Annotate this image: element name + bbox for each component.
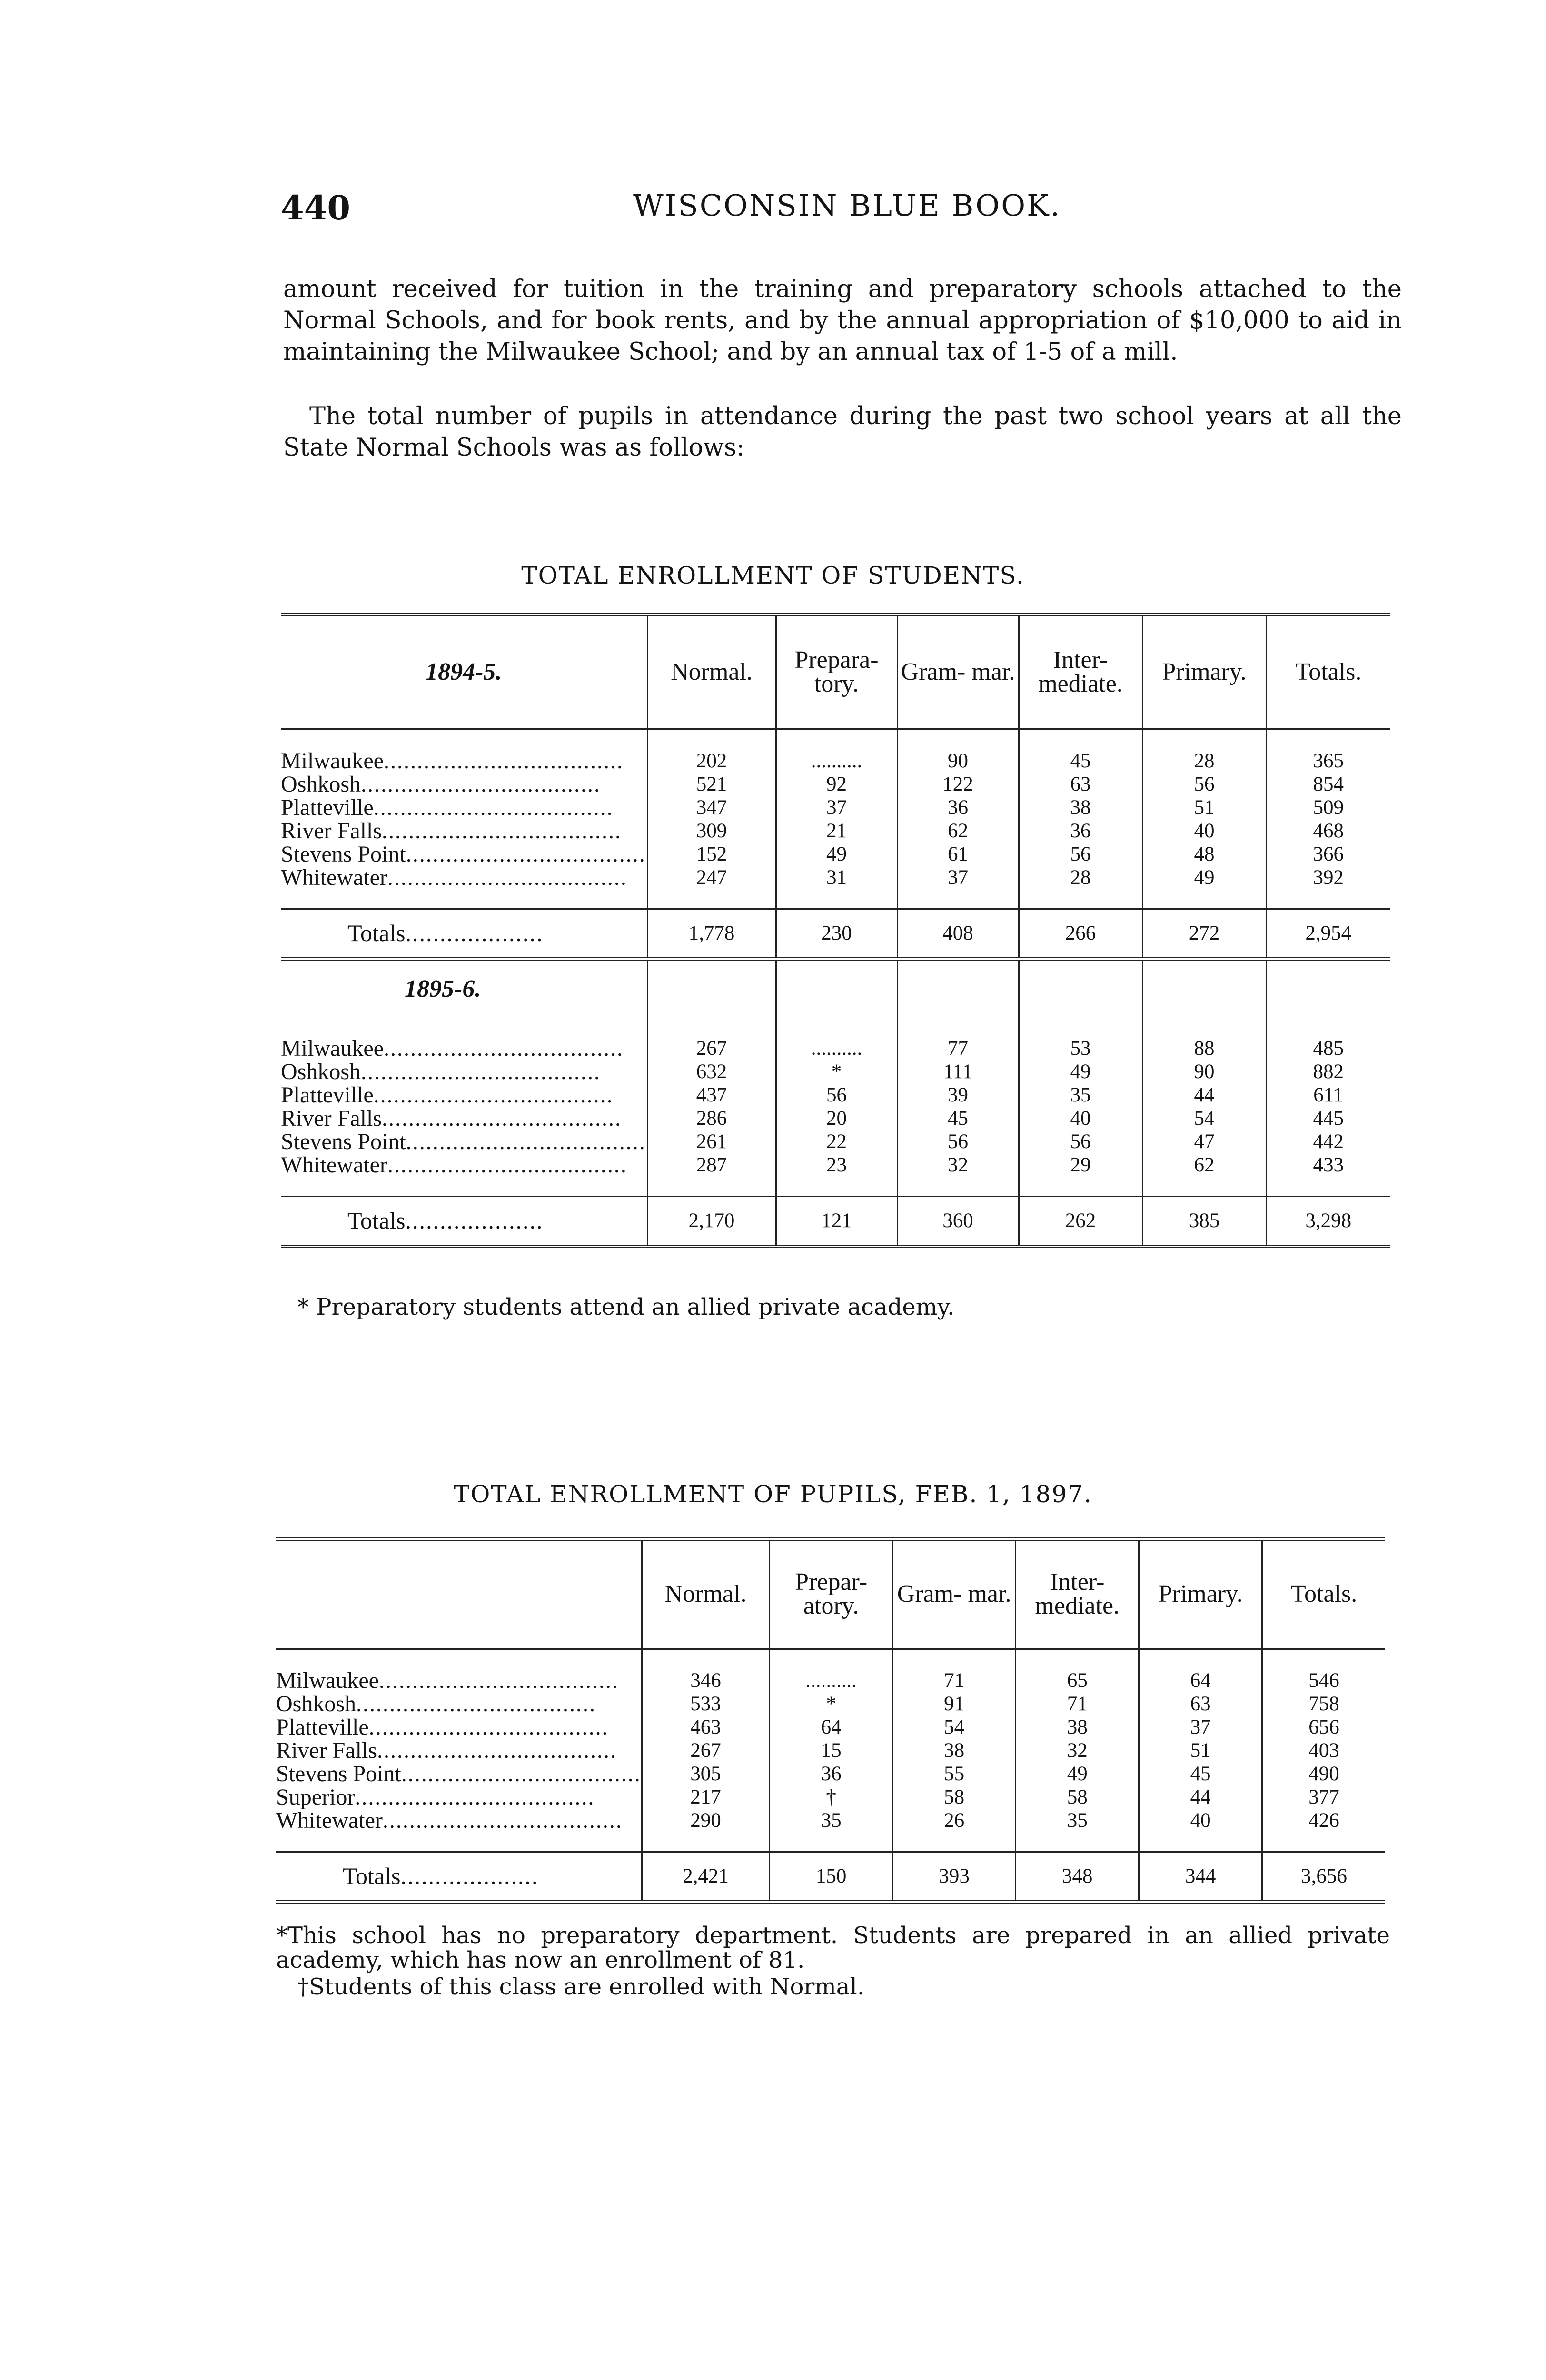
value-cell: 38 [892, 1739, 1015, 1762]
value-cell: 36 [1019, 819, 1142, 843]
value-cell: 490 [1262, 1762, 1385, 1785]
blank-cell [892, 1832, 1015, 1852]
value-cell: 267 [647, 1037, 776, 1060]
value-cell: 445 [1266, 1107, 1390, 1130]
totals-row [281, 1196, 1390, 1246]
value-cell: 28 [1142, 749, 1266, 773]
value-cell: 28 [1019, 866, 1142, 889]
blank-cell [1142, 959, 1266, 1018]
school-name: Platteville [276, 1715, 369, 1739]
value-cell: 247 [647, 866, 776, 889]
value-cell: 35 [1019, 1083, 1142, 1107]
table-row [281, 773, 1390, 796]
blank-cell [1019, 889, 1142, 909]
table1-col-grammar: Gram- mar. [897, 615, 1019, 729]
table1-col-preparatory: Prepara- tory. [776, 615, 897, 729]
table-row [281, 1083, 1390, 1107]
school-name: Stevens Point [281, 1130, 406, 1153]
totals-label: Totals [343, 1863, 401, 1889]
table2-col-totals: Totals. [1262, 1539, 1385, 1649]
value-cell: 22 [776, 1130, 897, 1153]
school-name: River Falls [281, 819, 382, 843]
value-cell: 882 [1266, 1060, 1390, 1083]
blank-cell [1139, 1832, 1262, 1852]
blank-cell [1139, 1649, 1262, 1669]
value-cell: 468 [1266, 819, 1390, 843]
running-head [281, 188, 1399, 231]
spacer-row [276, 1649, 1385, 1669]
value-cell: 15 [770, 1739, 893, 1762]
table-row [276, 1739, 1385, 1762]
table1-col-intermediate: Inter- mediate. [1019, 615, 1142, 729]
table2-col-grammar: Gram- mar. [892, 1539, 1015, 1649]
value-cell: 49 [1019, 1060, 1142, 1083]
value-cell: 63 [1019, 773, 1142, 796]
spacer-row [281, 889, 1390, 909]
school-name-cell: Milwaukee.................................... [281, 749, 624, 773]
value-cell: .......... [770, 1669, 893, 1692]
value-cell: 290 [642, 1809, 770, 1832]
total-cell: 360 [897, 1196, 1019, 1246]
total-cell: 348 [1016, 1852, 1139, 1902]
school-name: Oshkosh [281, 772, 361, 796]
total-cell: 2,421 [642, 1852, 770, 1902]
value-cell: 49 [1142, 866, 1266, 889]
total-cell: 3,656 [1262, 1852, 1385, 1902]
blank-cell [276, 1649, 642, 1669]
school-name-cell: Platteville.................................... [276, 1715, 609, 1739]
blank-cell [1262, 1832, 1385, 1852]
table2-stub-header [276, 1539, 642, 1649]
school-name-cell: Stevens Point.................................... [276, 1762, 641, 1785]
value-cell: 48 [1142, 843, 1266, 866]
table-row [281, 1130, 1390, 1153]
table1-header-row [281, 615, 1390, 729]
total-cell: 150 [770, 1852, 893, 1902]
value-cell: 51 [1139, 1739, 1262, 1762]
table-row [281, 866, 1390, 889]
value-cell: 56 [776, 1083, 897, 1107]
value-cell: 463 [642, 1716, 770, 1739]
spacer-row [281, 1018, 1390, 1037]
value-cell: † [770, 1785, 893, 1809]
table-row [281, 1107, 1390, 1130]
school-name-cell: Oshkosh.................................... [281, 1060, 601, 1083]
totals-label: Totals [347, 1207, 406, 1234]
value-cell: 442 [1266, 1130, 1390, 1153]
school-name-cell: Milwaukee.................................... [276, 1668, 619, 1692]
value-cell: 45 [1019, 749, 1142, 773]
blank-cell [776, 959, 897, 1018]
value-cell: 38 [1019, 796, 1142, 819]
value-cell: .......... [776, 1037, 897, 1060]
value-cell: 58 [892, 1785, 1015, 1809]
school-name-cell: Stevens Point.................................... [281, 842, 646, 866]
table2-col-preparatory: Prepar- atory. [770, 1539, 893, 1649]
table2-col-intermediate: Inter- mediate. [1016, 1539, 1139, 1649]
value-cell: 521 [647, 773, 776, 796]
value-cell: 23 [776, 1153, 897, 1177]
spacer-row [281, 729, 1390, 749]
value-cell: 267 [642, 1739, 770, 1762]
book-title: WISCONSIN BLUE BOOK. [633, 188, 1061, 223]
table2-col-normal: Normal. [642, 1539, 770, 1649]
table1-year-1894: 1894-5. [426, 658, 502, 686]
spacer-row [281, 1177, 1390, 1197]
total-cell: 385 [1142, 1196, 1266, 1246]
school-name: Oshkosh [276, 1692, 357, 1716]
school-name: Milwaukee [276, 1668, 379, 1692]
blank-cell [647, 889, 776, 909]
value-cell: .......... [776, 749, 897, 773]
value-cell: 287 [647, 1153, 776, 1177]
school-name-cell: River Falls.................................... [276, 1738, 617, 1762]
value-cell: 49 [776, 843, 897, 866]
school-name: Stevens Point [281, 842, 406, 866]
value-cell: 91 [892, 1692, 1015, 1716]
spacer-row [276, 1832, 1385, 1852]
table2-title: TOTAL ENROLLMENT OF PUPILS, FEB. 1, 1897. [454, 1480, 1092, 1508]
table-row [281, 749, 1390, 773]
value-cell: 56 [1019, 843, 1142, 866]
school-name-cell: Superior.................................... [276, 1785, 595, 1809]
value-cell: 71 [892, 1669, 1015, 1692]
value-cell: 392 [1266, 866, 1390, 889]
value-cell: 656 [1262, 1716, 1385, 1739]
blank-cell [1266, 1177, 1390, 1197]
value-cell: 53 [1019, 1037, 1142, 1060]
total-cell: 2,170 [647, 1196, 776, 1246]
blank-cell [1266, 889, 1390, 909]
totals-label: Totals [347, 920, 406, 946]
blank-cell [770, 1649, 893, 1669]
blank-cell [776, 889, 897, 909]
value-cell: 26 [892, 1809, 1015, 1832]
blank-cell [1016, 1832, 1139, 1852]
value-cell: 44 [1139, 1785, 1262, 1809]
table1-year-header [281, 615, 647, 729]
value-cell: 346 [642, 1669, 770, 1692]
total-cell: 121 [776, 1196, 897, 1246]
blank-cell [1266, 959, 1390, 1018]
enrollment-table-1897 [276, 1537, 1385, 1904]
value-cell: 32 [897, 1153, 1019, 1177]
value-cell: 40 [1142, 819, 1266, 843]
table2-col-primary: Primary. [1139, 1539, 1262, 1649]
value-cell: 35 [770, 1809, 893, 1832]
value-cell: 29 [1019, 1153, 1142, 1177]
school-name-cell: Platteville.................................... [281, 1083, 614, 1107]
value-cell: 58 [1016, 1785, 1139, 1809]
blank-cell [647, 1177, 776, 1197]
value-cell: 366 [1266, 843, 1390, 866]
value-cell: 88 [1142, 1037, 1266, 1060]
blank-cell [897, 729, 1019, 749]
value-cell: 533 [642, 1692, 770, 1716]
value-cell: 433 [1266, 1153, 1390, 1177]
value-cell: * [770, 1692, 893, 1716]
table1-year-row-1895 [281, 959, 1390, 1018]
value-cell: 40 [1019, 1107, 1142, 1130]
blank-cell [647, 959, 776, 1018]
blank-cell [1266, 1018, 1390, 1037]
value-cell: 64 [770, 1716, 893, 1739]
school-name-cell: Milwaukee.................................... [281, 1036, 624, 1060]
total-cell: 230 [776, 909, 897, 959]
value-cell: 509 [1266, 796, 1390, 819]
value-cell: 40 [1139, 1809, 1262, 1832]
school-name: Stevens Point [276, 1762, 401, 1785]
blank-cell [897, 1177, 1019, 1197]
value-cell: 63 [1139, 1692, 1262, 1716]
total-cell: 344 [1139, 1852, 1262, 1902]
blank-cell [892, 1649, 1015, 1669]
value-cell: 377 [1262, 1785, 1385, 1809]
school-name-cell: Platteville.................................... [281, 795, 614, 819]
table-row [276, 1785, 1385, 1809]
school-name-cell: Whitewater.................................... [276, 1808, 623, 1832]
total-cell: 408 [897, 909, 1019, 959]
school-name: Oshkosh [281, 1060, 361, 1083]
school-name-cell: Whitewater.................................... [281, 865, 627, 889]
blank-cell [1262, 1649, 1385, 1669]
total-cell: 272 [1142, 909, 1266, 959]
blank-cell [1142, 729, 1266, 749]
value-cell: 854 [1266, 773, 1390, 796]
value-cell: 152 [647, 843, 776, 866]
blank-cell [776, 729, 897, 749]
blank-cell [1019, 959, 1142, 1018]
school-name-cell: Oshkosh.................................... [281, 772, 601, 796]
school-name-cell: River Falls.................................... [281, 1106, 622, 1130]
paragraph-1-text: amount received for tuition in the training and preparatory schools attached to the Normal Schools, and for book rents, and by the annual appropriation of $10,000 to aid in maintaining the Milwaukee School; and by an annual tax of 1-5 of a mill. [283, 275, 1402, 366]
total-cell: 266 [1019, 909, 1142, 959]
total-cell: 2,954 [1266, 909, 1390, 959]
value-cell: 61 [897, 843, 1019, 866]
value-cell: 54 [892, 1716, 1015, 1739]
school-name: Superior [276, 1785, 355, 1809]
value-cell: 36 [770, 1762, 893, 1785]
school-name-cell: Whitewater.................................... [281, 1153, 627, 1177]
blank-cell [1019, 1018, 1142, 1037]
blank-cell [1019, 1177, 1142, 1197]
blank-cell [647, 729, 776, 749]
value-cell: 44 [1142, 1083, 1266, 1107]
blank-cell [281, 729, 647, 749]
paragraph-2-text: The total number of pupils in attendance during the past two school years at all the State Normal Schools was as follows: [283, 402, 1402, 462]
table-row [276, 1762, 1385, 1785]
value-cell: 90 [1142, 1060, 1266, 1083]
value-cell: 309 [647, 819, 776, 843]
value-cell: 403 [1262, 1739, 1385, 1762]
table1-col-normal: Normal. [647, 615, 776, 729]
value-cell: 217 [642, 1785, 770, 1809]
value-cell: 347 [647, 796, 776, 819]
school-name: Milwaukee [281, 749, 384, 773]
blank-cell [897, 889, 1019, 909]
table2-footnote-2: †Students of this class are enrolled with Normal. [297, 1973, 865, 2000]
value-cell: 758 [1262, 1692, 1385, 1716]
school-name: Platteville [281, 1083, 374, 1107]
value-cell: 49 [1016, 1762, 1139, 1785]
totals-label-cell: Totals.................... [276, 1852, 642, 1902]
value-cell: 611 [1266, 1083, 1390, 1107]
value-cell: 54 [1142, 1107, 1266, 1130]
blank-cell [897, 1018, 1019, 1037]
table1-col-primary: Primary. [1142, 615, 1266, 729]
blank-cell [276, 1832, 642, 1852]
blank-cell [776, 1177, 897, 1197]
totals-label-cell: Totals.................... [281, 909, 647, 959]
school-name: Milwaukee [281, 1036, 384, 1060]
value-cell: 21 [776, 819, 897, 843]
table1-title: TOTAL ENROLLMENT OF STUDENTS. [521, 562, 1025, 589]
value-cell: 546 [1262, 1669, 1385, 1692]
value-cell: 32 [1016, 1739, 1139, 1762]
value-cell: 122 [897, 773, 1019, 796]
value-cell: 47 [1142, 1130, 1266, 1153]
value-cell: 37 [1139, 1716, 1262, 1739]
value-cell: 111 [897, 1060, 1019, 1083]
value-cell: 20 [776, 1107, 897, 1130]
value-cell: 31 [776, 866, 897, 889]
value-cell: 45 [897, 1107, 1019, 1130]
value-cell: 55 [892, 1762, 1015, 1785]
value-cell: 365 [1266, 749, 1390, 773]
total-cell: 262 [1019, 1196, 1142, 1246]
table-row [281, 1153, 1390, 1177]
value-cell: 426 [1262, 1809, 1385, 1832]
total-cell: 393 [892, 1852, 1015, 1902]
blank-cell [642, 1649, 770, 1669]
paragraph-1 [283, 274, 1402, 368]
value-cell: 37 [897, 866, 1019, 889]
total-cell: 1,778 [647, 909, 776, 959]
school-name: Platteville [281, 795, 374, 819]
table1-footnote: * Preparatory students attend an allied private academy. [297, 1294, 955, 1320]
table-row [281, 1037, 1390, 1060]
blank-cell [1266, 729, 1390, 749]
table-row [276, 1669, 1385, 1692]
table1-col-totals: Totals. [1266, 615, 1390, 729]
value-cell: 305 [642, 1762, 770, 1785]
value-cell: 485 [1266, 1037, 1390, 1060]
totals-row [276, 1852, 1385, 1902]
school-name-cell: River Falls.................................... [281, 819, 622, 843]
table-row [276, 1716, 1385, 1739]
blank-cell [776, 1018, 897, 1037]
total-cell: 3,298 [1266, 1196, 1390, 1246]
value-cell: 56 [1019, 1130, 1142, 1153]
value-cell: 65 [1016, 1669, 1139, 1692]
blank-cell [1019, 729, 1142, 749]
value-cell: 39 [897, 1083, 1019, 1107]
blank-cell [281, 889, 647, 909]
value-cell: 56 [897, 1130, 1019, 1153]
table-row [276, 1809, 1385, 1832]
value-cell: 77 [897, 1037, 1019, 1060]
totals-label-cell: Totals.................... [281, 1196, 647, 1246]
value-cell: 36 [897, 796, 1019, 819]
value-cell: 62 [897, 819, 1019, 843]
enrollment-table-1894-1896 [281, 613, 1390, 1248]
blank-cell [1016, 1649, 1139, 1669]
value-cell: 286 [647, 1107, 776, 1130]
value-cell: 51 [1142, 796, 1266, 819]
paragraph-2 [283, 401, 1402, 464]
blank-cell [1142, 889, 1266, 909]
page-number: 440 [281, 188, 351, 228]
value-cell: 37 [776, 796, 897, 819]
school-name-cell: Oshkosh.................................... [276, 1692, 596, 1716]
value-cell: 64 [1139, 1669, 1262, 1692]
blank-cell [281, 1177, 647, 1197]
table1-section-1894 [281, 729, 1390, 959]
blank-cell [281, 1018, 647, 1037]
blank-cell [770, 1832, 893, 1852]
value-cell: 437 [647, 1083, 776, 1107]
value-cell: 45 [1139, 1762, 1262, 1785]
value-cell: 62 [1142, 1153, 1266, 1177]
blank-cell [897, 959, 1019, 1018]
table-row [281, 1060, 1390, 1083]
table2-header-row [276, 1539, 1385, 1649]
value-cell: 202 [647, 749, 776, 773]
table-row [281, 843, 1390, 866]
table-row [281, 819, 1390, 843]
value-cell: 632 [647, 1060, 776, 1083]
school-name-cell: Stevens Point.................................... [281, 1130, 646, 1153]
school-name: Whitewater [281, 1153, 387, 1177]
school-name: River Falls [276, 1738, 377, 1762]
table1-year-1895: 1895-6. [405, 975, 481, 1002]
value-cell: 56 [1142, 773, 1266, 796]
table1-section-1895 [281, 1018, 1390, 1247]
value-cell: 71 [1016, 1692, 1139, 1716]
table2-body [276, 1649, 1385, 1902]
table-row [276, 1692, 1385, 1716]
table-row [281, 796, 1390, 819]
value-cell: 38 [1016, 1716, 1139, 1739]
table1-year-cell [281, 959, 647, 1018]
school-name: Whitewater [281, 865, 387, 889]
blank-cell [647, 1018, 776, 1037]
school-name: River Falls [281, 1106, 382, 1130]
blank-cell [1142, 1177, 1266, 1197]
value-cell: 261 [647, 1130, 776, 1153]
totals-row [281, 909, 1390, 959]
blank-cell [1142, 1018, 1266, 1037]
value-cell: 35 [1016, 1809, 1139, 1832]
school-name: Whitewater [276, 1808, 383, 1832]
value-cell: 90 [897, 749, 1019, 773]
value-cell: * [776, 1060, 897, 1083]
value-cell: 92 [776, 773, 897, 796]
table2-footnote-1: *This school has no preparatory department. Students are prepared in an allied private academy, which has now an enrollment of 81. [276, 1922, 1390, 1973]
blank-cell [642, 1832, 770, 1852]
